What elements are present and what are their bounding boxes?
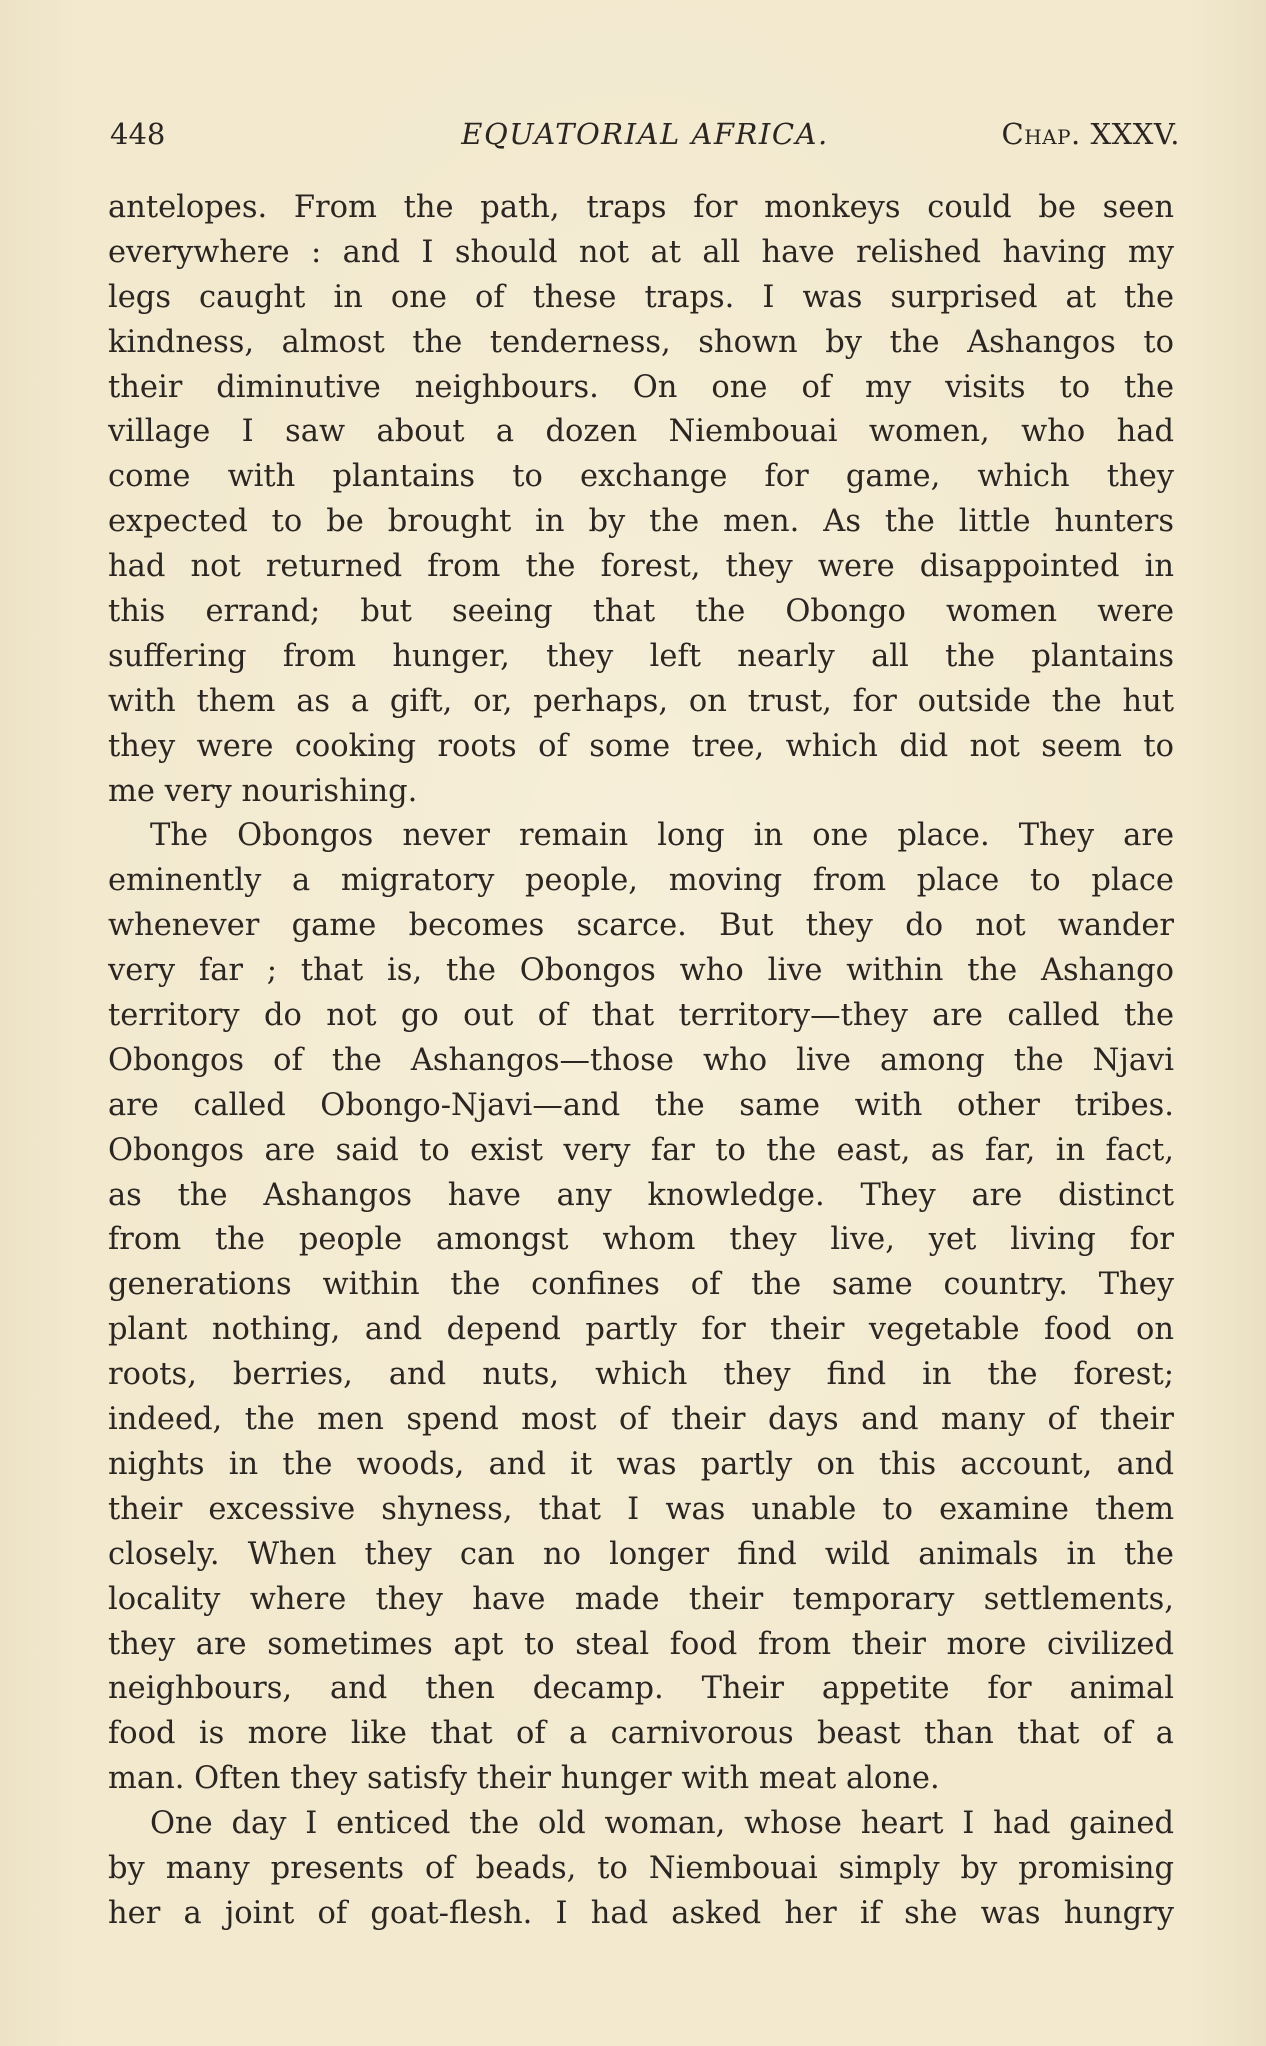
text-line: food is more like that of a carnivorous beast than that of a — [108, 1716, 1174, 1752]
text-line: expected to be brought in by the men. As the little hunters — [108, 504, 1174, 540]
text-line: their excessive shyness, that I was unable to examine them — [108, 1491, 1174, 1527]
text-line: from the people amongst whom they live, yet living for — [108, 1222, 1174, 1258]
text-line: indeed, the men spend most of their days and many of their — [108, 1402, 1174, 1438]
text-line: had not returned from the forest, they were disappointed in — [108, 549, 1174, 585]
text-line: they are sometimes apt to steal food from their more civilized — [108, 1626, 1174, 1662]
text-line: this errand; but seeing that the Obongo women were — [108, 594, 1174, 630]
text-line: suffering from hunger, they left nearly all the plantains — [108, 638, 1174, 674]
chapter-label: Chap. XXXV. — [1001, 117, 1180, 151]
running-header — [110, 114, 1180, 158]
text-line: as the Ashangos have any knowledge. They are distinct — [108, 1177, 1174, 1213]
body-text — [108, 186, 1174, 1937]
text-line: antelopes. From the path, traps for monkeys could be seen — [108, 190, 1174, 225]
text-line: whenever game becomes scarce. But they do not wander — [108, 908, 1174, 944]
text-line: One day I enticed the old woman, whose heart I had gained — [150, 1806, 1174, 1842]
text-line: kindness, almost the tenderness, shown by the Ashangos to — [108, 324, 1174, 360]
text-line: Obongos are said to exist very far to the east, as far, in fact, — [108, 1132, 1174, 1168]
text-line: by many presents of beads, to Niembouai simply by promising — [108, 1850, 1174, 1886]
running-title: EQUATORIAL AFRICA. — [461, 117, 829, 151]
text-line: village I saw about a dozen Niembouai women, who had — [108, 414, 1174, 450]
text-line: man. Often they satisfy their hunger with meat alone. — [108, 1761, 940, 1797]
text-line: me very nourishing. — [108, 773, 418, 809]
text-line: Obongos of the Ashangos—those who live among the Njavi — [108, 1042, 1174, 1078]
text-line: nights in the woods, and it was partly on this account, and — [108, 1446, 1174, 1482]
text-line: her a joint of goat-flesh. I had asked her if she was hungry — [108, 1895, 1174, 1931]
text-line: roots, berries, and nuts, which they find in the forest; — [108, 1357, 1174, 1393]
page-number: 448 — [110, 117, 166, 151]
text-line: their diminutive neighbours. On one of my visits to the — [108, 369, 1174, 405]
text-line: The Obongos never remain long in one place. They are — [150, 818, 1174, 854]
text-line: neighbours, and then decamp. Their appetite for animal — [108, 1671, 1174, 1707]
text-line: come with plantains to exchange for game, which they — [108, 459, 1174, 495]
text-line: locality where they have made their temporary settlements, — [108, 1581, 1174, 1617]
text-line: closely. When they can no longer find wild animals in the — [108, 1536, 1174, 1572]
text-line: with them as a gift, or, perhaps, on trust, for outside the hut — [108, 683, 1174, 719]
text-line: plant nothing, and depend partly for their vegetable food on — [108, 1312, 1174, 1348]
text-line: everywhere : and I should not at all have relished having my — [108, 234, 1174, 270]
text-line: are called Obongo-Njavi—and the same with other tribes. — [108, 1087, 1174, 1123]
text-line: generations within the confines of the same country. They — [108, 1267, 1174, 1303]
text-line: territory do not go out of that territory—they are called the — [108, 998, 1174, 1034]
text-line: eminently a migratory people, moving from place to place — [108, 863, 1174, 899]
text-line: very far ; that is, the Obongos who live within the Ashango — [108, 953, 1174, 989]
text-line: they were cooking roots of some tree, which did not seem to — [108, 728, 1174, 764]
text-line: legs caught in one of these traps. I was surprised at the — [108, 279, 1174, 315]
